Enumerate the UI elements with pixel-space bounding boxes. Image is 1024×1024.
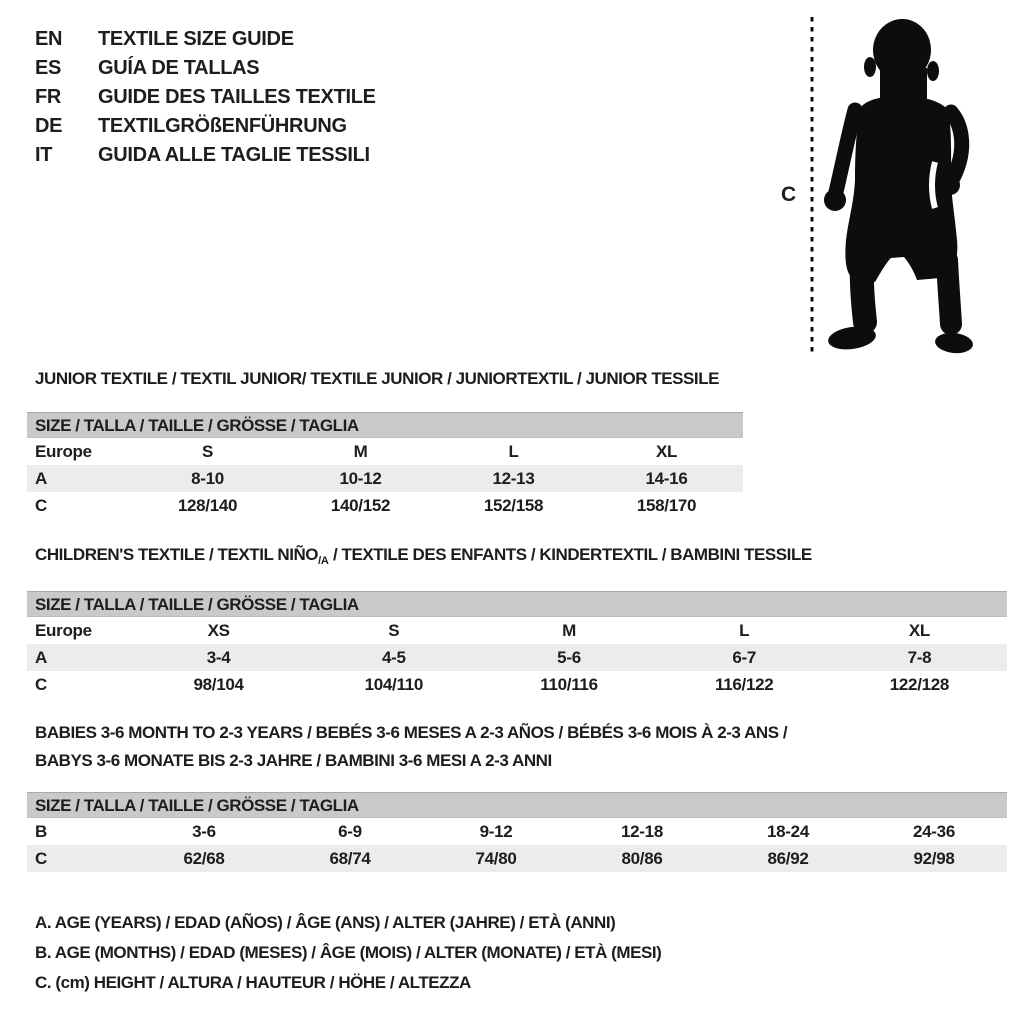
age-cell: 14-16	[645, 468, 688, 488]
height-cell: 68/74	[329, 848, 371, 868]
height-cell: 158/170	[636, 495, 697, 515]
table-row-height	[27, 492, 743, 519]
language-code: IT	[35, 144, 53, 166]
language-title: GUÍA DE TALLAS	[98, 57, 260, 79]
height-cell: 110/116	[540, 674, 598, 694]
children-heading-post: / TEXTILE DES ENFANTS / KINDERTEXTIL / BAMBINI TESSILE	[328, 545, 812, 564]
size-cell: M	[353, 441, 368, 461]
table-row-age	[27, 644, 1007, 671]
row-label: C	[35, 848, 47, 868]
language-code: DE	[35, 115, 63, 137]
toddler-silhouette-graphic	[805, 12, 980, 357]
size-cell: XL	[655, 441, 678, 461]
height-cell: 80/86	[621, 848, 663, 868]
language-row-de	[35, 112, 376, 141]
age-cell: 8-10	[191, 468, 224, 488]
age-cell: 10-12	[339, 468, 382, 488]
size-cell: S	[388, 620, 400, 640]
height-cell: 98/104	[193, 674, 244, 694]
months-cell: 12-18	[621, 821, 663, 841]
months-cell: 3-6	[192, 821, 216, 841]
language-code: FR	[35, 86, 62, 108]
babies-heading-line2: BABYS 3-6 MONATE BIS 2-3 JAHRE / BAMBINI 3-6 MESI A 2-3 ANNI	[35, 751, 552, 770]
height-cell: 128/140	[177, 495, 238, 515]
figure-height-label: C	[781, 183, 797, 206]
language-row-it	[35, 141, 376, 170]
language-row-fr	[35, 83, 376, 112]
height-cell: 86/92	[767, 848, 809, 868]
months-cell: 6-9	[338, 821, 362, 841]
table-row-height	[27, 671, 1007, 698]
table-row-months	[27, 818, 1007, 845]
size-header-bar: SIZE / TALLA / TAILLE / GRÖSSE / TAGLIA	[27, 412, 743, 438]
height-cell: 74/80	[475, 848, 517, 868]
footnote-c: C. (cm) HEIGHT / ALTURA / HAUTEUR / HÖHE / ALTEZZA	[35, 973, 471, 992]
footnote-b: B. AGE (MONTHS) / EDAD (MESES) / ÂGE (MOIS) / ALTER (MONATE) / ETÀ (MESI)	[35, 943, 662, 962]
row-label: A	[35, 647, 47, 667]
row-label: Europe	[35, 620, 92, 640]
size-cell: M	[562, 620, 576, 640]
row-label: B	[35, 821, 47, 841]
months-cell: 9-12	[479, 821, 513, 841]
row-label: Europe	[35, 441, 92, 461]
age-cell: 12-13	[492, 468, 535, 488]
size-cell: L	[508, 441, 519, 461]
junior-size-table	[27, 412, 743, 519]
table-row-height	[27, 845, 1007, 872]
row-label: C	[35, 495, 47, 515]
language-code: EN	[35, 28, 63, 50]
age-cell: 5-6	[557, 647, 581, 667]
language-title: GUIDE DES TAILLES TEXTILE	[98, 86, 376, 108]
age-cell: 6-7	[732, 647, 757, 667]
size-header-bar: SIZE / TALLA / TAILLE / GRÖSSE / TAGLIA	[27, 591, 1007, 617]
language-row-en	[35, 25, 376, 54]
language-list	[35, 25, 376, 170]
babies-heading-line1: BABIES 3-6 MONTH TO 2-3 YEARS / BEBÉS 3-6 MESES A 2-3 AÑOS / BÉBÉS 3-6 MOIS À 2-3 ANS /	[35, 723, 788, 742]
footnote-legend	[35, 908, 661, 998]
table-row-europe	[27, 438, 743, 465]
row-label: A	[35, 468, 47, 488]
height-cell: 152/158	[483, 495, 544, 515]
height-cell: 104/110	[364, 674, 424, 694]
children-heading-subscript: /A	[318, 555, 329, 567]
age-cell: 3-4	[206, 647, 231, 667]
children-heading-pre: CHILDREN'S TEXTILE / TEXTIL NIÑO	[35, 545, 319, 564]
language-code: ES	[35, 57, 62, 79]
height-cell: 92/98	[913, 848, 955, 868]
table-row-age	[27, 465, 743, 492]
footnote-a: A. AGE (YEARS) / EDAD (AÑOS) / ÂGE (ANS) / ALTER (JAHRE) / ETÀ (ANNI)	[35, 913, 616, 932]
children-size-table	[27, 591, 1007, 698]
toddler-silhouette	[824, 18, 974, 355]
age-cell: 4-5	[381, 647, 406, 667]
height-cell: 122/128	[889, 674, 950, 694]
language-title: GUIDA ALLE TAGLIE TESSILI	[98, 144, 370, 166]
height-cell: 116/122	[715, 674, 774, 694]
junior-section-heading: JUNIOR TEXTILE / TEXTIL JUNIOR/ TEXTILE JUNIOR / JUNIORTEXTIL / JUNIOR TESSILE	[35, 369, 720, 388]
language-title: TEXTILE SIZE GUIDE	[98, 28, 294, 50]
months-cell: 18-24	[767, 821, 809, 841]
height-cell: 62/68	[183, 848, 225, 868]
size-cell: XS	[207, 620, 230, 640]
row-label: C	[35, 674, 47, 694]
size-header-bar: SIZE / TALLA / TAILLE / GRÖSSE / TAGLIA	[27, 792, 1007, 818]
language-title: TEXTILGRÖßENFÜHRUNG	[98, 115, 347, 137]
language-row-es	[35, 54, 376, 83]
months-cell: 24-36	[913, 821, 955, 841]
height-cell: 140/152	[330, 495, 391, 515]
size-cell: XL	[908, 620, 930, 640]
table-row-europe	[27, 617, 1007, 644]
babies-size-table	[27, 792, 1007, 872]
age-cell: 7-8	[907, 647, 932, 667]
babies-section-heading	[35, 719, 787, 775]
size-cell: S	[201, 441, 214, 461]
children-section-heading	[35, 545, 812, 571]
size-cell: L	[739, 620, 750, 640]
